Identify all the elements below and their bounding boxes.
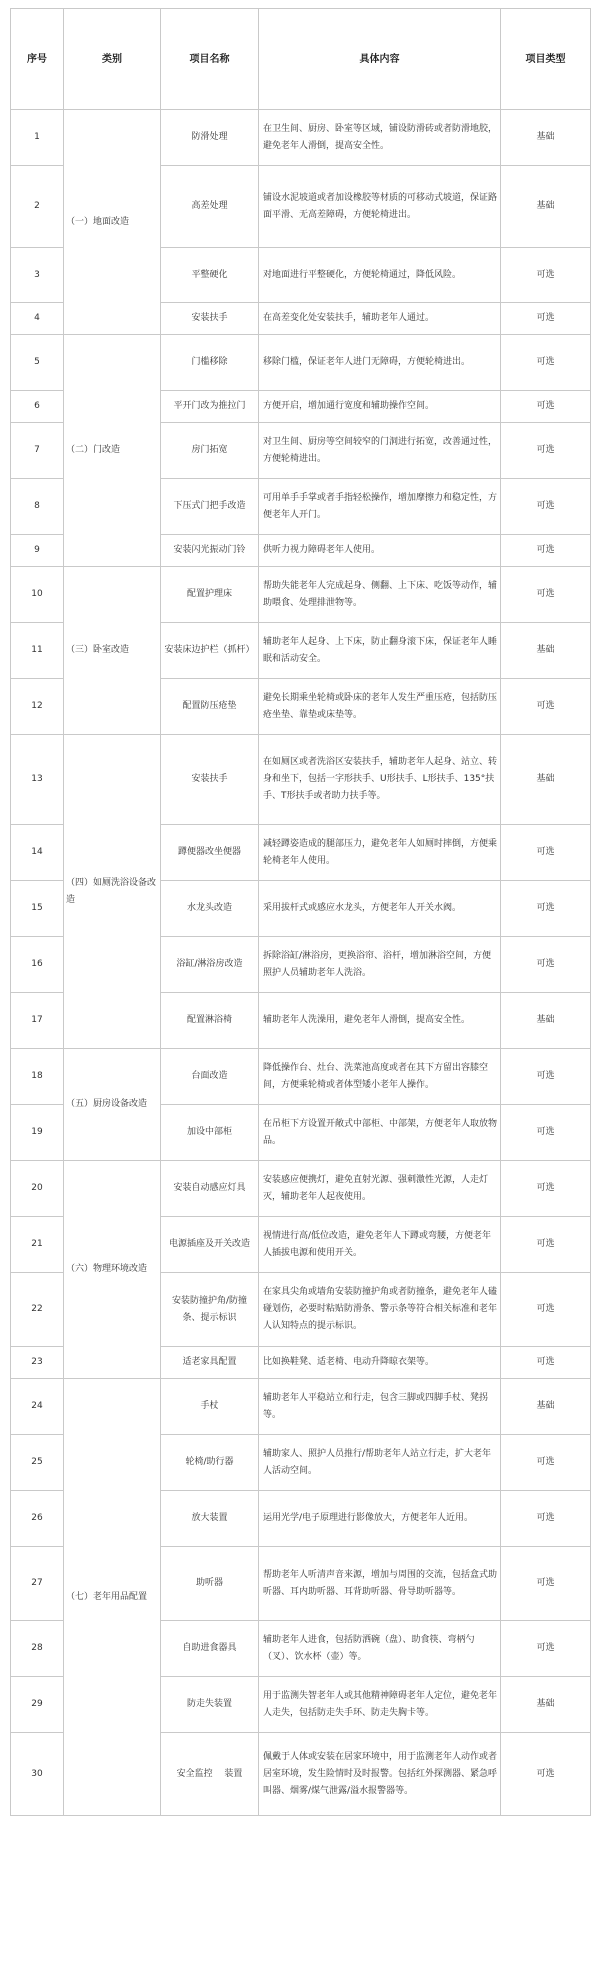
item-content: 供听力视力障碍老年人使用。 — [259, 535, 501, 567]
row-number: 16 — [11, 937, 64, 993]
item-type: 可选 — [501, 1161, 591, 1217]
row-number: 24 — [11, 1379, 64, 1435]
table-body — [11, 110, 591, 1816]
item-name: 助听器 — [161, 1547, 259, 1621]
item-content: 对卫生间、厨房等空间较窄的门洞进行拓宽，改善通过性，方便轮椅进出。 — [259, 423, 501, 479]
item-type: 可选 — [501, 1621, 591, 1677]
item-type: 可选 — [501, 937, 591, 993]
item-type: 可选 — [501, 535, 591, 567]
header-category: 类别 — [64, 9, 161, 110]
item-type: 基础 — [501, 993, 591, 1049]
row-number: 20 — [11, 1161, 64, 1217]
item-name: 安装闪光振动门铃 — [161, 535, 259, 567]
item-type: 基础 — [501, 1379, 591, 1435]
item-name: 安装床边护栏（抓杆） — [161, 623, 259, 679]
item-name: 水龙头改造 — [161, 881, 259, 937]
item-type: 可选 — [501, 1733, 591, 1816]
item-content: 比如换鞋凳、适老椅、电动升降晾衣架等。 — [259, 1347, 501, 1379]
row-number: 28 — [11, 1621, 64, 1677]
item-name: 安全监控 装置 — [161, 1733, 259, 1816]
item-type: 可选 — [501, 479, 591, 535]
table-header-row — [11, 9, 591, 110]
item-name: 配置护理床 — [161, 567, 259, 623]
item-type: 基础 — [501, 623, 591, 679]
item-type: 可选 — [501, 1105, 591, 1161]
row-number: 26 — [11, 1491, 64, 1547]
item-content: 在卫生间、厨房、卧室等区域，铺设防滑砖或者防滑地胶，避免老年人滑倒，提高安全性。 — [259, 110, 501, 166]
item-name: 电源插座及开关改造 — [161, 1217, 259, 1273]
row-number: 22 — [11, 1273, 64, 1347]
item-type: 可选 — [501, 1273, 591, 1347]
item-name: 轮椅/助行器 — [161, 1435, 259, 1491]
item-content: 安装感应便携灯，避免直射光源、强刺激性光源，人走灯灭，辅助老年人起夜使用。 — [259, 1161, 501, 1217]
row-number: 17 — [11, 993, 64, 1049]
row-number: 11 — [11, 623, 64, 679]
item-type: 可选 — [501, 1435, 591, 1491]
item-content: 方便开启，增加通行宽度和辅助操作空间。 — [259, 391, 501, 423]
item-content: 对地面进行平整硬化，方便轮椅通过，降低风险。 — [259, 248, 501, 303]
item-content: 降低操作台、灶台、洗菜池高度或者在其下方留出容膝空间，方便乘轮椅或者体型矮小老年人操作。 — [259, 1049, 501, 1105]
item-type: 可选 — [501, 335, 591, 391]
renovation-items-table — [10, 8, 591, 1816]
row-number: 1 — [11, 110, 64, 166]
header-number: 序号 — [11, 9, 64, 110]
category-cell: （四）如厕洗浴设备改造 — [64, 735, 161, 1049]
item-name: 浴缸/淋浴房改造 — [161, 937, 259, 993]
item-content: 辅助家人、照护人员推行/帮助老年人站立行走，扩大老年人活动空间。 — [259, 1435, 501, 1491]
row-number: 5 — [11, 335, 64, 391]
row-number: 2 — [11, 166, 64, 248]
category-cell: （二）门改造 — [64, 335, 161, 567]
category-cell: （五）厨房设备改造 — [64, 1049, 161, 1161]
row-number: 8 — [11, 479, 64, 535]
table-row — [11, 1379, 591, 1435]
item-content: 运用光学/电子原理进行影像放大，方便老年人近用。 — [259, 1491, 501, 1547]
category-cell: （三）卧室改造 — [64, 567, 161, 735]
item-content: 在吊柜下方设置开敞式中部柜、中部架，方便老年人取放物品。 — [259, 1105, 501, 1161]
item-content: 可用单手手掌或者手指轻松操作，增加摩擦力和稳定性，方便老年人开门。 — [259, 479, 501, 535]
item-content: 在高差变化处安装扶手，辅助老年人通过。 — [259, 303, 501, 335]
item-type: 可选 — [501, 391, 591, 423]
item-name: 安装防撞护角/防撞条、提示标识 — [161, 1273, 259, 1347]
category-cell: （六）物理环境改造 — [64, 1161, 161, 1379]
item-content: 帮助失能老年人完成起身、侧翻、上下床、吃饭等动作，辅助喂食、处理排泄物等。 — [259, 567, 501, 623]
item-name: 蹲便器改坐便器 — [161, 825, 259, 881]
item-type: 可选 — [501, 423, 591, 479]
item-type: 可选 — [501, 1049, 591, 1105]
item-content: 避免长期乘坐轮椅或卧床的老年人发生严重压疮，包括防压疮坐垫、靠垫或床垫等。 — [259, 679, 501, 735]
item-content: 移除门槛，保证老年人进门无障碍，方便轮椅进出。 — [259, 335, 501, 391]
table-row — [11, 1161, 591, 1217]
item-type: 可选 — [501, 881, 591, 937]
item-type: 基础 — [501, 1677, 591, 1733]
category-cell: （七）老年用品配置 — [64, 1379, 161, 1816]
item-type: 基础 — [501, 166, 591, 248]
row-number: 6 — [11, 391, 64, 423]
item-type: 可选 — [501, 303, 591, 335]
item-content: 辅助老年人进食，包括防洒碗（盘）、助食筷、弯柄勺（叉）、饮水杯（壶）等。 — [259, 1621, 501, 1677]
item-type: 基础 — [501, 110, 591, 166]
item-name: 平整硬化 — [161, 248, 259, 303]
row-number: 18 — [11, 1049, 64, 1105]
renovation-table-container — [10, 8, 590, 1816]
row-number: 30 — [11, 1733, 64, 1816]
table-row — [11, 1049, 591, 1105]
header-content: 具体内容 — [259, 9, 501, 110]
row-number: 27 — [11, 1547, 64, 1621]
header-item-name: 项目名称 — [161, 9, 259, 110]
item-name: 房门拓宽 — [161, 423, 259, 479]
table-row — [11, 567, 591, 623]
item-content: 铺设水泥坡道或者加设橡胶等材质的可移动式坡道，保证路面平滑、无高差障碍，方便轮椅进出。 — [259, 166, 501, 248]
item-name: 防走失装置 — [161, 1677, 259, 1733]
item-type: 可选 — [501, 679, 591, 735]
row-number: 4 — [11, 303, 64, 335]
row-number: 14 — [11, 825, 64, 881]
row-number: 23 — [11, 1347, 64, 1379]
item-name: 配置防压疮垫 — [161, 679, 259, 735]
item-name: 放大装置 — [161, 1491, 259, 1547]
item-name: 防滑处理 — [161, 110, 259, 166]
item-content: 辅助老年人起身、上下床，防止翻身滚下床，保证老年人睡眠和活动安全。 — [259, 623, 501, 679]
item-type: 可选 — [501, 1491, 591, 1547]
item-name: 台面改造 — [161, 1049, 259, 1105]
row-number: 7 — [11, 423, 64, 479]
item-name: 配置淋浴椅 — [161, 993, 259, 1049]
item-content: 辅助老年人平稳站立和行走，包含三脚或四脚手杖、凳拐等。 — [259, 1379, 501, 1435]
category-cell: （一）地面改造 — [64, 110, 161, 335]
row-number: 3 — [11, 248, 64, 303]
item-content: 采用拔杆式或感应水龙头，方便老年人开关水阀。 — [259, 881, 501, 937]
row-number: 13 — [11, 735, 64, 825]
table-row — [11, 110, 591, 166]
item-type: 可选 — [501, 1347, 591, 1379]
item-name: 安装扶手 — [161, 735, 259, 825]
item-type: 基础 — [501, 735, 591, 825]
row-number: 29 — [11, 1677, 64, 1733]
table-row — [11, 335, 591, 391]
item-name: 门槛移除 — [161, 335, 259, 391]
item-content: 在家具尖角或墙角安装防撞护角或者防撞条，避免老年人磕碰划伤，必要时粘贴防滑条、警示条等符合相关标准和老年人认知特点的提示标识。 — [259, 1273, 501, 1347]
row-number: 9 — [11, 535, 64, 567]
item-name: 自助进食器具 — [161, 1621, 259, 1677]
row-number: 21 — [11, 1217, 64, 1273]
item-content: 减轻蹲姿造成的腿部压力，避免老年人如厕时摔倒，方便乘轮椅老年人使用。 — [259, 825, 501, 881]
row-number: 10 — [11, 567, 64, 623]
item-content: 佩戴于人体或安装在居家环境中，用于监测老年人动作或者居室环境，发生险情时及时报警。包括红外探测器、紧急呼叫器、烟雾/煤气泄露/溢水报警器等。 — [259, 1733, 501, 1816]
item-name: 安装自动感应灯具 — [161, 1161, 259, 1217]
item-content: 在如厕区或者洗浴区安装扶手，辅助老年人起身、站立、转身和坐下，包括一字形扶手、U形扶手、L形扶手、135°扶手、T形扶手或者助力扶手等。 — [259, 735, 501, 825]
item-type: 可选 — [501, 1217, 591, 1273]
table-row — [11, 735, 591, 825]
item-type: 可选 — [501, 567, 591, 623]
header-item-type: 项目类型 — [501, 9, 591, 110]
row-number: 12 — [11, 679, 64, 735]
row-number: 15 — [11, 881, 64, 937]
item-type: 可选 — [501, 825, 591, 881]
item-name: 适老家具配置 — [161, 1347, 259, 1379]
item-content: 辅助老年人洗澡用，避免老年人滑倒，提高安全性。 — [259, 993, 501, 1049]
item-type: 可选 — [501, 1547, 591, 1621]
item-name: 下压式门把手改造 — [161, 479, 259, 535]
row-number: 19 — [11, 1105, 64, 1161]
item-content: 拆除浴缸/淋浴房，更换浴帘、浴杆，增加淋浴空间，方便照护人员辅助老年人洗浴。 — [259, 937, 501, 993]
item-content: 用于监测失智老年人或其他精神障碍老年人定位，避免老年人走失，包括防走失手环、防走失胸卡等。 — [259, 1677, 501, 1733]
item-content: 帮助老年人听清声音来源，增加与周围的交流，包括盒式助听器、耳内助听器、耳背助听器、骨导助听器等。 — [259, 1547, 501, 1621]
item-content: 视情进行高/低位改造，避免老年人下蹲或弯腰，方便老年人插拔电源和使用开关。 — [259, 1217, 501, 1273]
item-name: 手杖 — [161, 1379, 259, 1435]
row-number: 25 — [11, 1435, 64, 1491]
item-name: 平开门改为推拉门 — [161, 391, 259, 423]
item-name: 加设中部柜 — [161, 1105, 259, 1161]
item-name: 安装扶手 — [161, 303, 259, 335]
item-type: 可选 — [501, 248, 591, 303]
item-name: 高差处理 — [161, 166, 259, 248]
